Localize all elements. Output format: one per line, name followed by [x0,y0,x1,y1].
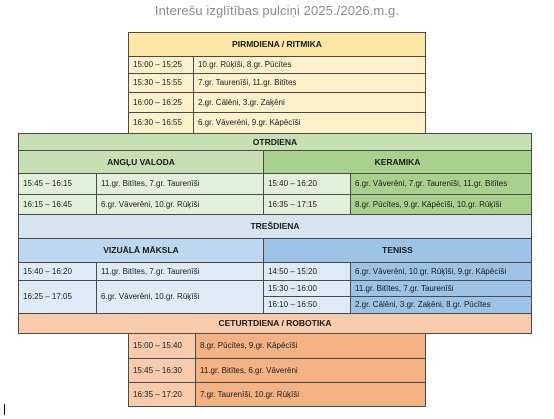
english-time-1: 15:45 – 16:15 [18,173,97,195]
monday-groups-1: 10.gr. Rūķīši, 8.gr. Pūcītes [193,56,426,74]
thursday-time-2: 15:45 – 16:30 [128,358,196,383]
tuesday-header: OTRDIENA [18,133,532,151]
text-cursor [4,404,5,415]
ceramics-groups-2: 8.gr. Pūcītes, 9.gr. Kāpēcīši, 10.gr. Rūķīši [350,194,532,215]
tennis-header: TENISS [263,238,532,263]
monday-time-3: 16:00 – 16:25 [128,92,194,113]
english-header: ANGĻU VALODA [18,150,264,174]
tennis-groups-1: 6.gr. Vāverēni, 10.gr. Rūķīši, 9.gr. Kāpēcīši [350,262,532,281]
tennis-time-1: 14:50 – 15:20 [263,262,351,281]
ceramics-header: KERAMIKA [263,150,532,174]
monday-time-4: 16:30 – 16:55 [128,112,194,134]
tennis-groups-2: 11.gr. Bitītes, 7.gr. Taurenīši [350,280,532,297]
art-groups-1: 11.gr. Bitītes, 7.gr. Taurenīši [96,262,264,281]
english-groups-2: 6.gr. Vāverēni, 10.gr. Rūķīši [96,194,264,215]
monday-groups-4: 6.gr. Vāverēni, 9.gr. Kāpēcīši [193,112,426,134]
art-time-1: 15:40 – 16:20 [18,262,97,281]
thursday-header: CETURTDIENA / ROBOTIKA [18,313,532,334]
thursday-groups-1: 8.gr. Pūcītes, 9.gr. Kāpēcīši [195,333,426,359]
thursday-time-3: 16:35 – 17:20 [128,382,196,407]
ceramics-groups-1: 6.gr. Vāverēni, 7.gr. Taurenīši, 11.gr. Bitītes [350,173,532,195]
page-title: Interešu izglītības pulciņi 2025./2026.m.g. [154,3,400,18]
monday-groups-2: 7.gr. Taurenīši, 11.gr. Bitītes [193,73,426,93]
ceramics-time-1: 15:40 – 16:20 [263,173,351,195]
english-time-2: 16:15 – 16:45 [18,194,97,215]
english-groups-1: 11.gr. Bitītes, 7.gr. Taurenīši [96,173,264,195]
wednesday-header: TREŠDIENA [18,214,532,239]
art-groups-2: 6.gr. Vāverēni, 10.gr. Rūķīši [96,280,264,314]
thursday-groups-3: 7.gr. Taurenīši, 10.gr. Rūķīši [195,382,426,407]
tennis-time-2: 15:30 – 16:00 [263,280,351,297]
tennis-groups-3: 2.gr. Cālēni, 3.gr. Zaķēni, 8.gr. Pūcītes [350,296,532,314]
art-header: VIZUĀLĀ MĀKSLA [18,238,264,263]
monday-time-2: 15:30 – 15:55 [128,73,194,93]
monday-groups-3: 2.gr. Cālēni, 3.gr. Zaķēni [193,92,426,113]
monday-time-1: 15:00 – 15:25 [128,56,194,74]
tennis-time-3: 16:10 – 16:50 [263,296,351,314]
monday-header: PIRMDIENA / RITMIKA [128,32,426,57]
thursday-time-1: 15:00 – 15:40 [128,333,196,359]
ceramics-time-2: 16:35 – 17:15 [263,194,351,215]
art-time-2: 16:25 – 17:05 [18,280,97,314]
thursday-groups-2: 11.gr. Bitītes, 6.gr. Vāverēni [195,358,426,383]
